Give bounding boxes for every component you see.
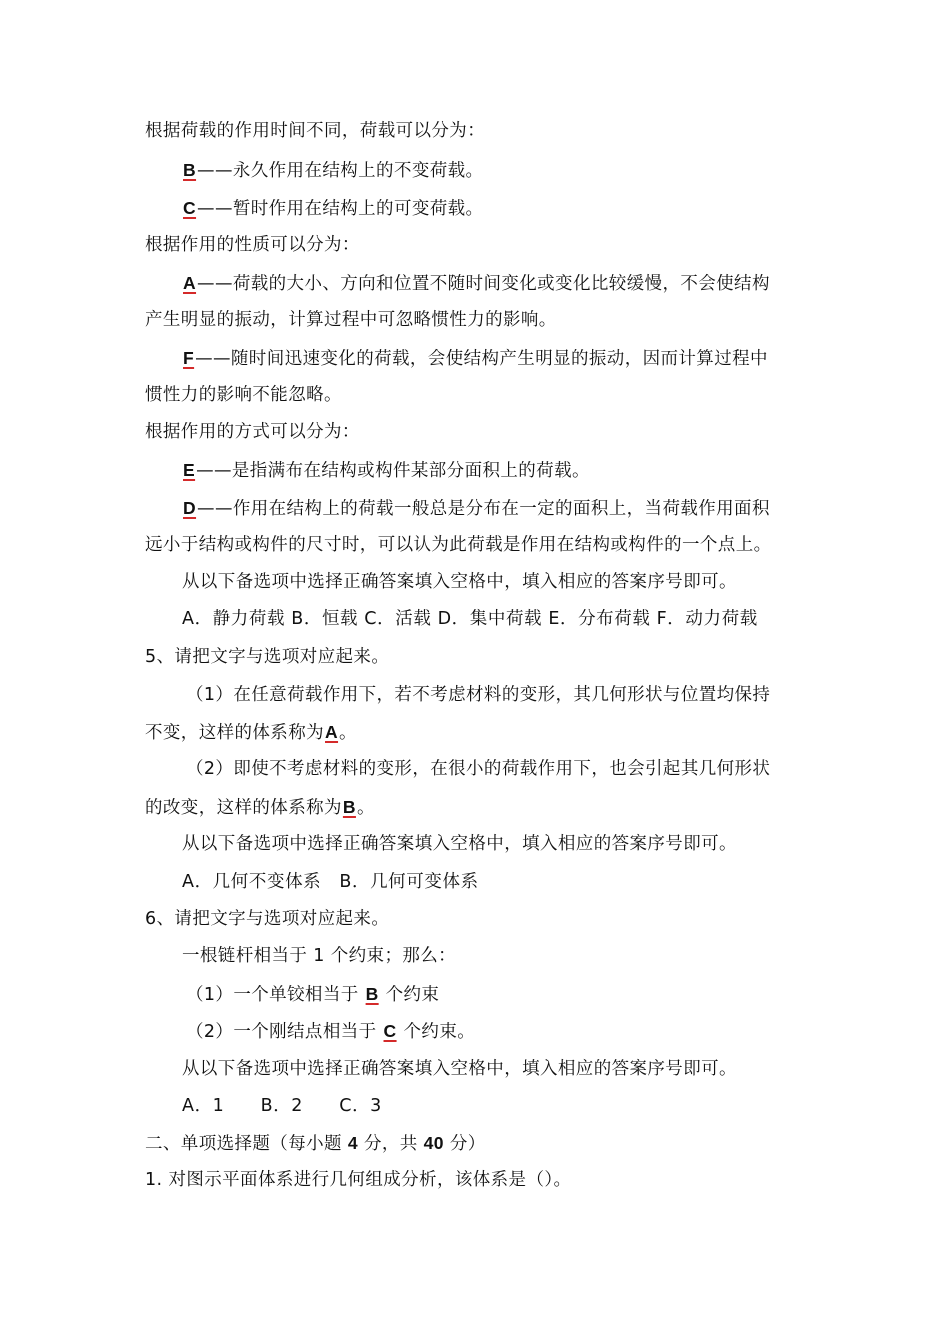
paragraph-continuation: 惯性力的影响不能忽略。 [145, 385, 342, 405]
answer-line-variable-load: C——暂时作用在结构上的可变荷载。 [183, 198, 484, 219]
answer-line-static-load: A——荷载的大小、方向和位置不随时间变化或变化比较缓慢，不会使结构 [183, 273, 770, 294]
section-intro-method: 根据作用的方式可以分为： [145, 422, 360, 442]
answer-line-concentrated-load: D——作用在结构上的荷载一般总是分布在一定的面积上，当荷载作用面积 [183, 498, 770, 519]
answer-line-permanent-load: B——永久作用在结构上的不变荷载。 [183, 160, 484, 181]
section-intro-nature: 根据作用的性质可以分为： [145, 235, 360, 255]
section-heading-single-choice: 二、单项选择题（每小题 4 分，共 40 分） [145, 1133, 486, 1154]
options-list: A．1 B．2 C．3 [182, 1096, 382, 1116]
answer-blank[interactable]: C [383, 1021, 397, 1041]
answer-line-distributed-load: E——是指满布在结构或构件某部分面积上的荷载。 [183, 460, 590, 481]
answer-blank[interactable]: B [183, 160, 197, 180]
question-title-5: 5、请把文字与选项对应起来。 [145, 647, 390, 667]
paragraph-continuation: 产生明显的振动，计算过程中可忽略惯性力的影响。 [145, 310, 557, 330]
q5-item-1-continuation: 不变，这样的体系称为A。 [145, 722, 357, 743]
options-list: A．几何不变体系 B．几何可变体系 [182, 872, 479, 892]
q5-item-2-continuation: 的改变，这样的体系称为B。 [145, 797, 375, 818]
total-points: 40 [423, 1133, 444, 1153]
q5-item-1: （1）在任意荷载作用下，若不考虑材料的变形，其几何形状与位置均保持 [186, 685, 771, 705]
answer-blank[interactable]: A [183, 273, 197, 293]
answer-blank[interactable]: C [183, 198, 197, 218]
points-per-question: 4 [347, 1133, 359, 1153]
q6-intro: 一根链杆相当于 1 个约束；那么： [182, 946, 457, 966]
answer-blank[interactable]: B [365, 984, 379, 1004]
question-1-text: 1. 对图示平面体系进行几何组成分析，该体系是（）。 [145, 1170, 572, 1190]
instruction-text: 从以下备选项中选择正确答案填入空格中，填入相应的答案序号即可。 [182, 834, 737, 854]
q6-item-2: （2）一个刚结点相当于 C 个约束。 [186, 1021, 476, 1042]
answer-blank[interactable]: F [183, 348, 195, 368]
question-title-6: 6、请把文字与选项对应起来。 [145, 909, 390, 929]
answer-blank[interactable]: B [342, 797, 356, 817]
options-list: A．静力荷载 B．恒载 C．活载 D．集中荷载 E．分布荷载 F．动力荷载 [182, 609, 758, 629]
instruction-text: 从以下备选项中选择正确答案填入空格中，填入相应的答案序号即可。 [182, 572, 737, 592]
answer-line-dynamic-load: F——随时间迅速变化的荷载，会使结构产生明显的振动，因而计算过程中 [183, 348, 768, 369]
answer-blank[interactable]: A [325, 722, 339, 742]
answer-blank[interactable]: E [183, 460, 196, 480]
q6-item-1: （1）一个单铰相当于 B 个约束 [186, 984, 440, 1005]
paragraph-continuation: 远小于结构或构件的尺寸时，可以认为此荷载是作用在结构或构件的一个点上。 [145, 535, 772, 555]
q5-item-2: （2）即使不考虑材料的变形，在很小的荷载作用下，也会引起其几何形状 [186, 759, 771, 779]
section-intro-time: 根据荷载的作用时间不同，荷载可以分为： [145, 121, 486, 141]
instruction-text: 从以下备选项中选择正确答案填入空格中，填入相应的答案序号即可。 [182, 1059, 737, 1079]
answer-blank[interactable]: D [183, 498, 197, 518]
